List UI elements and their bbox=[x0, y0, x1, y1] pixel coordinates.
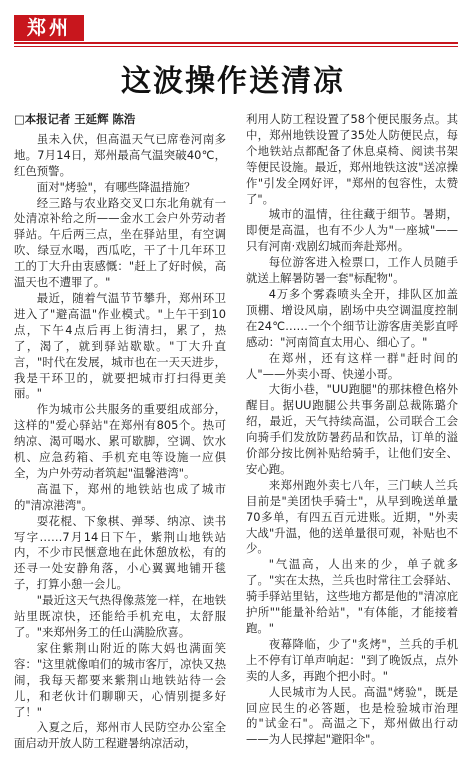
paragraph: 每位游客进入检票口，工作人员随手就送上解暑防暑一套"标配物"。 bbox=[246, 255, 458, 286]
paragraph: 最近，随着气温节节攀升，郑州环卫进入了"避高温"作业模式。"上午干到10点，下午4点后再上街清扫，累了，热了，渴了，就到驿站歇歇。"丁大升直言，"时代在发展，城市也在一天天进步，我是干环卫的，就要把城市打扫得更美丽。" bbox=[14, 290, 226, 401]
paragraph: 人民城市为人民。高温"烤验"，既是回应民生的必答题，也是检验城市治理的"试金石"。高温之下，郑州做出行动——为人民撑起"避阳伞"。 bbox=[246, 684, 458, 747]
paragraph: 4万多个雾森喷头全开，排队区加盖顶棚、增设风扇，剧场中央空调温度控制在24℃……一个个细节让游客唐美影直呼感动："河南简直太用心、细心了。" bbox=[246, 286, 458, 349]
paragraph: 利用人防工程设置了58个便民服务点。其中，郑州地铁设置了35处人防便民点，每个地铁站点都配备了休息桌椅、阅读书架等便民设施。最近，郑州地铁这波"送凉操作"引发全网好评，"郑州的包容性，太赞了"。 bbox=[246, 112, 458, 206]
paragraph: 高温下，郑州的地铁站也成了城市的"清凉港湾"。 bbox=[14, 481, 226, 512]
byline: □本报记者 王延辉 陈浩 bbox=[14, 112, 136, 126]
paragraph: "气温高，人出来的少，单子就多了。"实在太热，兰兵也时常往工会驿站、骑手驿站里钻，这些地方都是他的"清凉庇护所""能量补给站"，"有体能，才能接着跑。" bbox=[246, 557, 458, 635]
article-column-right bbox=[246, 112, 458, 780]
paragraph: 在郑州，还有这样一群"赶时间的人"——外卖小哥、快递小哥。 bbox=[246, 350, 458, 381]
paragraph: 作为城市公共服务的重要组成部分，这样的"爱心驿站"在郑州有805个。热可纳凉、渴可喝水、累可歇脚，空调、饮水机、应急药箱、手机充电等设施一应俱全，为户外劳动者筑起"温馨港湾"。 bbox=[14, 402, 226, 480]
paragraph: 虽未入伏，但高温天气已席卷河南多地。7月14日，郑州最高气温突破40℃，红色预警。 bbox=[14, 131, 226, 178]
paragraph: 夜幕降临，少了"炙烤"，兰兵的手机上不停有订单声响起："到了晚饭点，点外卖的人多，再跑个把小时。" bbox=[246, 636, 458, 683]
paragraph: "最近这天气热得像蒸笼一样，在地铁站里既凉快，还能给手机充电，太舒服了。"来郑州务工的任山满脸欣喜。 bbox=[14, 593, 226, 639]
section-tag: 郑州 bbox=[14, 15, 84, 41]
paragraph: 耍花棍、下象棋、弹琴、纳凉、读书写字……7月14日下午，紫荆山地铁站内，不少市民惬意地在此休憩放松，有的还寻一处安静角落，小心翼翼地铺开毯子，打算小憩一会儿。 bbox=[14, 513, 226, 592]
paragraph: 面对"烤验"，有哪些降温措施？ bbox=[36, 179, 196, 194]
header-rule bbox=[14, 42, 458, 44]
paragraph: 经三路与农业路交叉口东北角就有一处清凉补给之所——金水工会户外劳动者驿站。午后两三点，坐在驿站里，有空调吹、绿豆水喝，西瓜吃，干了十几年环卫工的丁大升由衷感慨："赶上了好时候，高温天也不遭罪了。" bbox=[14, 195, 226, 290]
headline: 这波操作送清凉 bbox=[121, 64, 345, 99]
paragraph: 城市的温情，往往藏于细节。暑期，即便是高温，也有不少人为"一座城"——只有河南·戏剧幻城而奔赴郑州。 bbox=[246, 207, 458, 254]
paragraph: 来郑州跑外卖七八年，三门峡人兰兵目前是"美团快手骑士"，从早到晚送单量70多单，有四五百元进账。近期，"外卖大战"升温，他的送单量很可观，补贴也不少。 bbox=[246, 477, 458, 556]
article-body bbox=[14, 112, 460, 780]
header-rule-thin bbox=[14, 46, 458, 47]
paragraph: 家住紫荆山附近的陈大妈也满面笑容："这里就像咱们的城市客厅，凉快又热闹，我每天都要来紫荆山地铁站待一会儿，和老伙计们聊聊天，心情别提多好了！" bbox=[14, 640, 226, 719]
paragraph: 大街小巷，"UU跑腿"的那抹橙色格外醒目。据UU跑腿公共事务副总裁陈璐介绍，最近，天气持续高温，公司联合工会向骑手们发放防暑药品和饮品，订单的溢价部分按比例补贴给骑手，让他们安全、安心跑。 bbox=[246, 382, 458, 476]
article-column-left bbox=[14, 112, 226, 780]
paragraph: 入夏之后，郑州市人民防空办公室全面启动开放人防工程避暑纳凉活动， bbox=[14, 720, 226, 751]
